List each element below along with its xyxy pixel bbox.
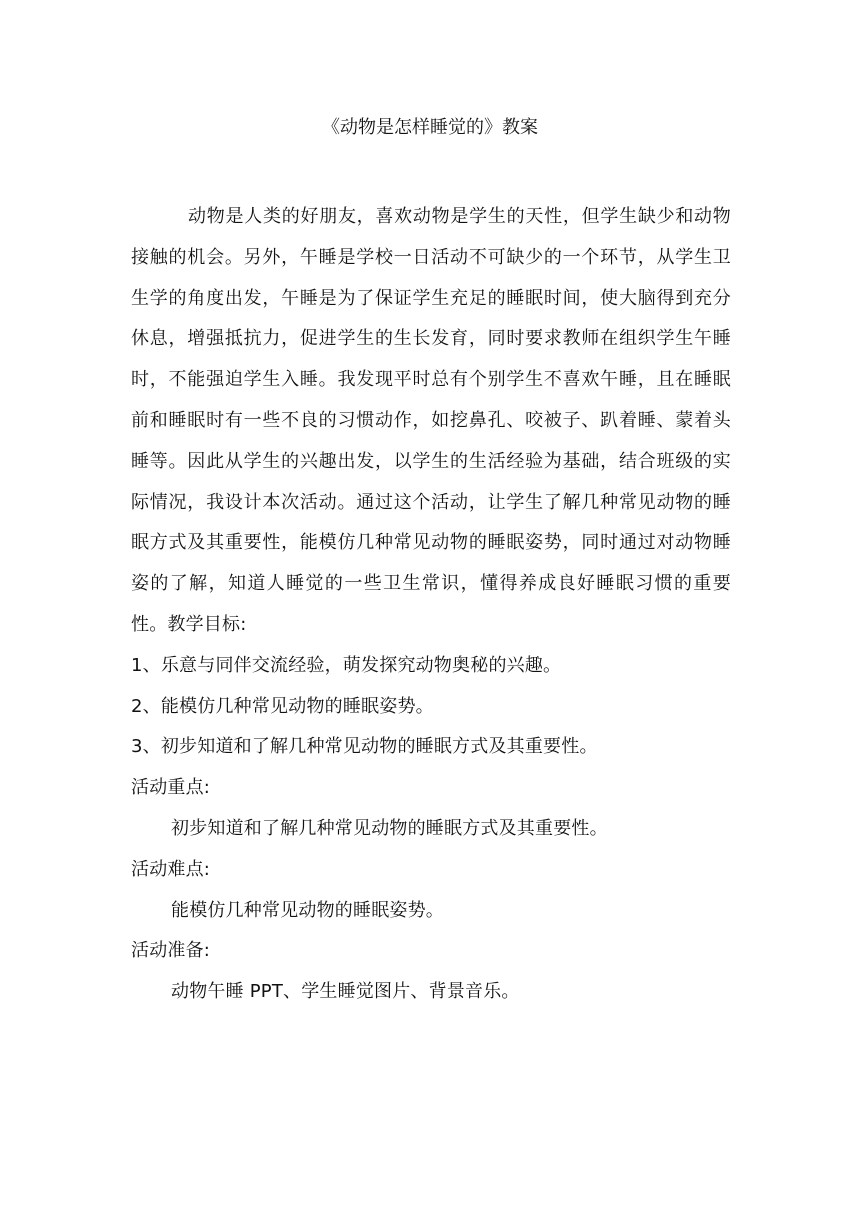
goal-item: 2、能模仿几种常见动物的睡眠姿势。 [131, 695, 434, 717]
difficulty-text: 能模仿几种常见动物的睡眠姿势。 [171, 899, 444, 921]
key-point-heading: 活动重点: [131, 777, 211, 799]
intro-paragraph: 动物是人类的好朋友，喜欢动物是学生的天性，但学生缺少和动物接触的机会。另外，午睡是学校一日活动不可缺少的一个环节，从学生卫生学的角度出发，午睡是为了保证学生充足的睡眠时间，使大脑得到充分休息，增强抵抗力，促进学生的生长发育，同时要求教师在组织学生午睡时，不能强迫学生入睡。我发现平时总有个别学生不喜欢午睡，且在睡眠前和睡眠时有一些不良的习惯动作，如挖鼻孔、咬被子、趴着睡、蒙着头睡等。因此从学生的兴趣出发，以学生的生活经验为基础，结合班级的实际情况，我设计本次活动。通过这个活动，让学生了解几种常见动物的睡眠方式及其重要性，能模仿几种常见动物的睡眠姿势，同时通过对动物睡姿的了解，知道人睡觉的一些卫生常识，懂得养成良好睡眠习惯的重要性。教学目标: [131, 206, 731, 635]
goal-item: 1、乐意与同伴交流经验，萌发探究动物奥秘的兴趣。 [131, 654, 562, 676]
difficulty-heading: 活动难点: [131, 858, 211, 880]
key-point-text: 初步知道和了解几种常见动物的睡眠方式及其重要性。 [171, 817, 608, 839]
goal-item: 3、初步知道和了解几种常见动物的睡眠方式及其重要性。 [131, 736, 598, 758]
document-title: 《动物是怎样睡觉的》教案 [322, 117, 538, 138]
document-body [131, 197, 731, 1013]
preparation-heading: 活动准备: [131, 940, 211, 962]
preparation-text: 动物午睡 PPT、学生睡觉图片、背景音乐。 [171, 981, 520, 1003]
